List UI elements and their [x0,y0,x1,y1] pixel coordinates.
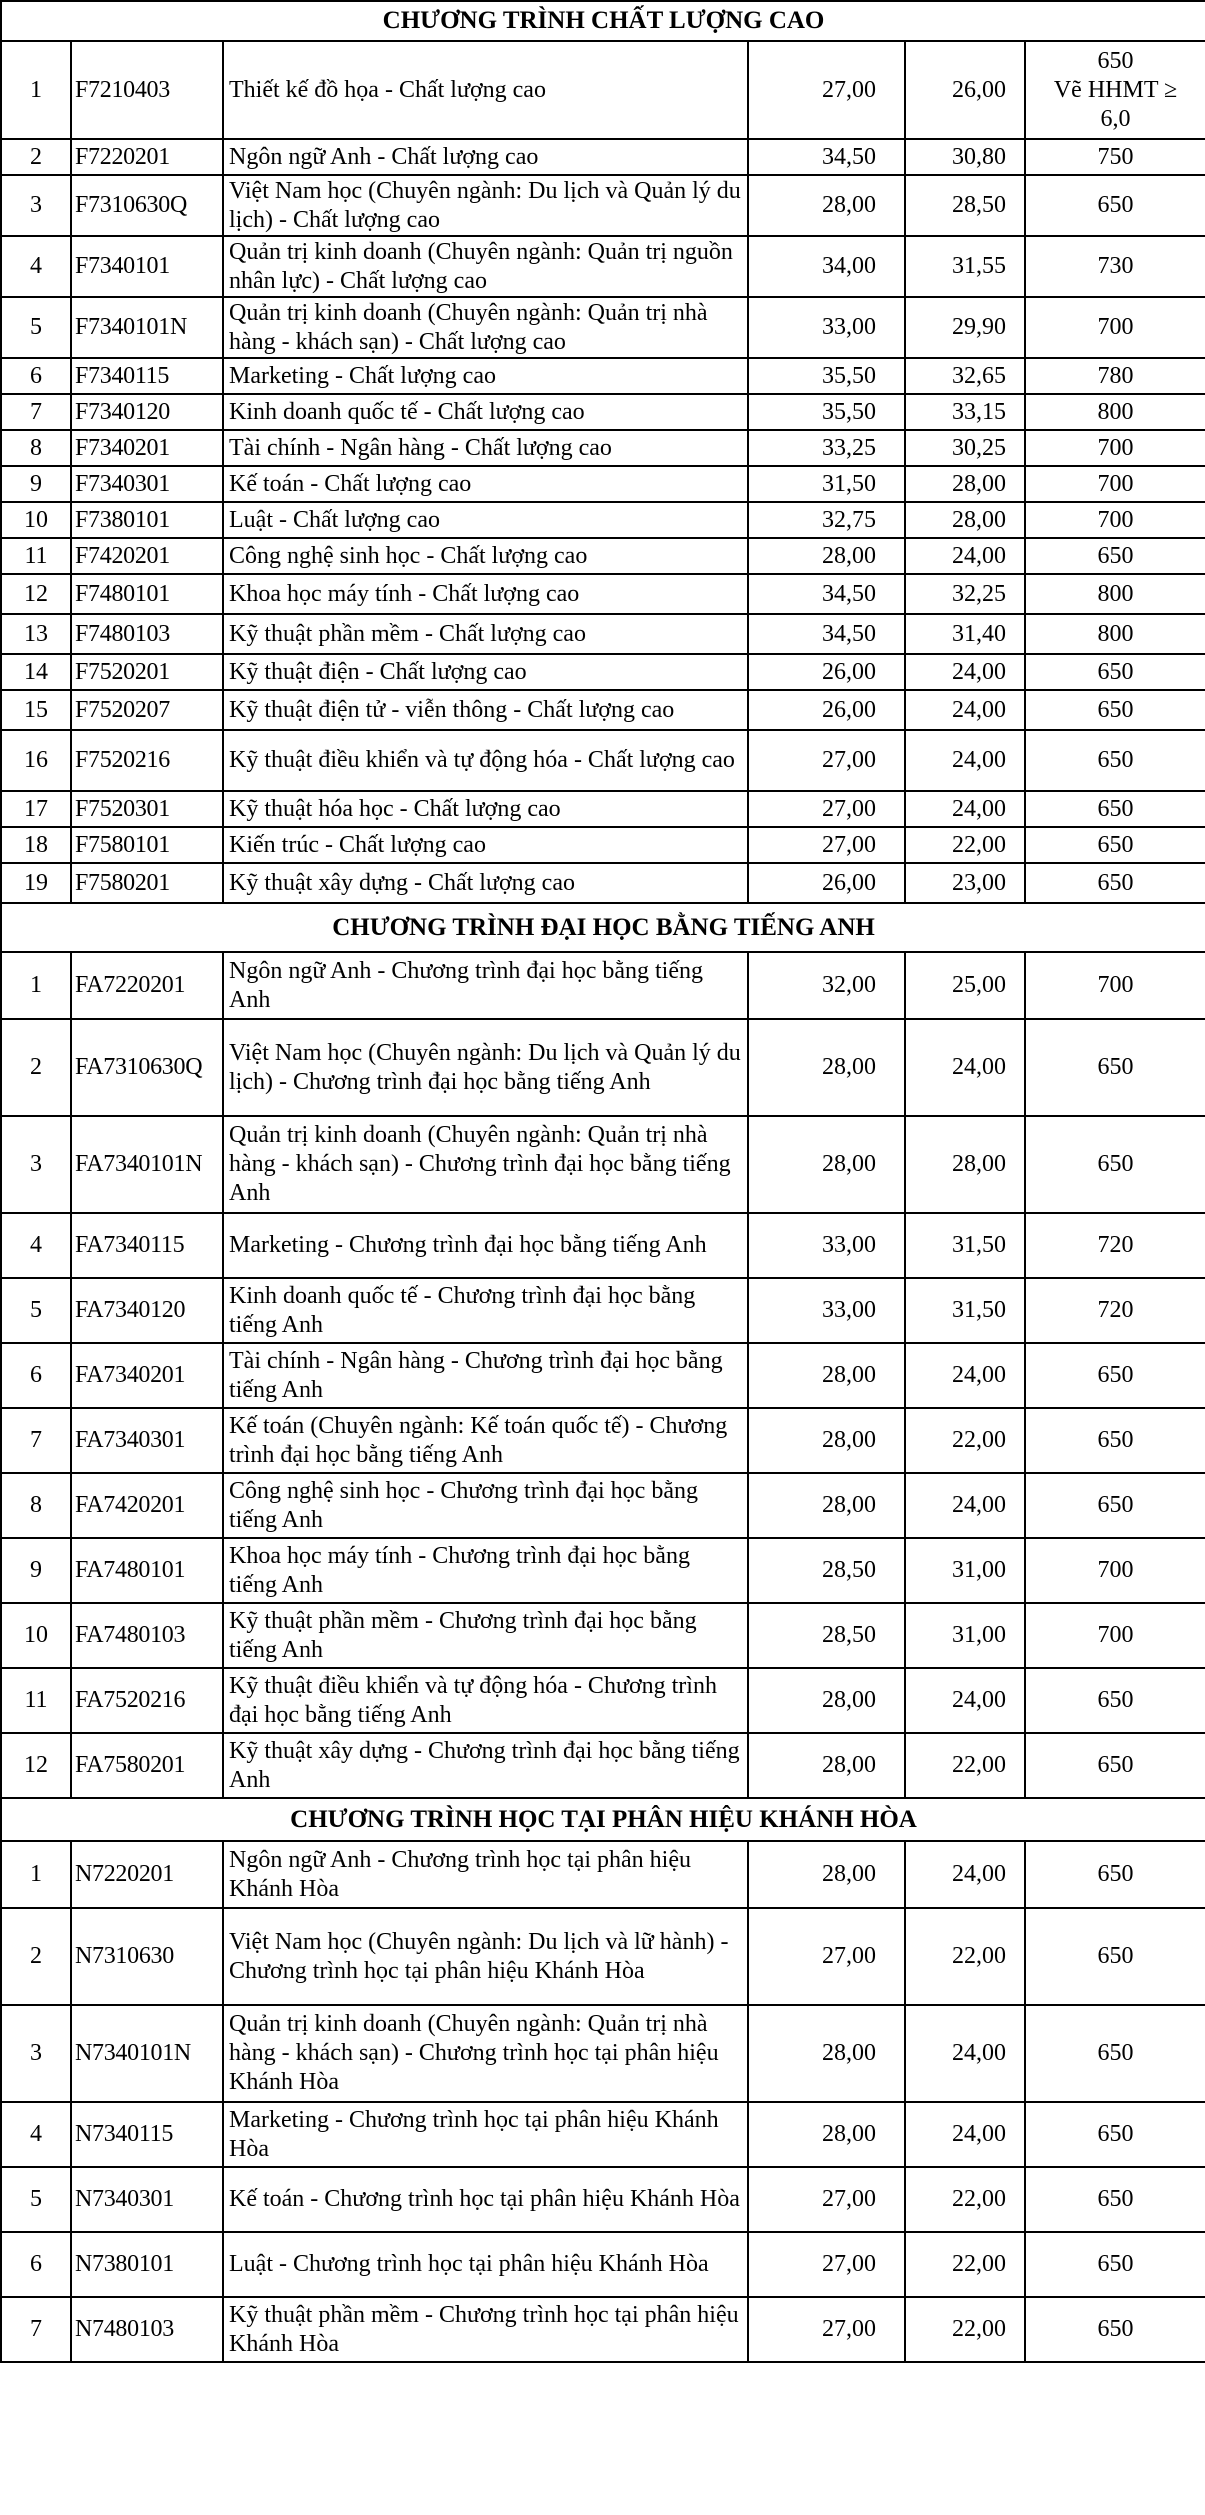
row-number: 12 [1,574,71,614]
score-1: 26,00 [748,863,905,903]
program-name: Kiến trúc - Chất lượng cao [223,827,748,863]
score-2: 24,00 [905,2102,1025,2167]
score-3: 650 [1025,1019,1205,1116]
row-number: 7 [1,2297,71,2362]
score-2: 22,00 [905,1908,1025,2005]
program-code: F7380101 [71,502,223,538]
score-3: 700 [1025,1538,1205,1603]
table-row [1,394,1205,430]
table-row [1,1278,1205,1343]
program-name: Kỹ thuật điều khiển và tự động hóa - Chất lượng cao [223,730,748,791]
score-3: 650 Vẽ HHMT ≥ 6,0 [1025,41,1205,139]
score-2: 28,00 [905,466,1025,502]
score-3: 650 [1025,1408,1205,1473]
row-number: 2 [1,1019,71,1116]
row-number: 4 [1,2102,71,2167]
score-3: 720 [1025,1278,1205,1343]
program-name: Marketing - Chương trình đại học bằng tiếng Anh [223,1213,748,1278]
score-2: 24,00 [905,1668,1025,1733]
program-code: N7480103 [71,2297,223,2362]
row-number: 7 [1,1408,71,1473]
score-2: 24,00 [905,730,1025,791]
score-1: 28,00 [748,1668,905,1733]
score-2: 31,50 [905,1278,1025,1343]
program-name: Kỹ thuật xây dựng - Chất lượng cao [223,863,748,903]
score-1: 33,00 [748,1278,905,1343]
table-row [1,1213,1205,1278]
score-1: 26,00 [748,690,905,730]
score-1: 33,00 [748,297,905,358]
row-number: 5 [1,297,71,358]
score-2: 22,00 [905,1408,1025,1473]
score-3: 650 [1025,1343,1205,1408]
program-code: F7480101 [71,574,223,614]
program-name: Ngôn ngữ Anh - Chương trình học tại phân hiệu Khánh Hòa [223,1841,748,1908]
program-name: Việt Nam học (Chuyên ngành: Du lịch và Quản lý du lịch) - Chương trình đại học bằng tiếng Anh [223,1019,748,1116]
program-name: Luật - Chất lượng cao [223,502,748,538]
score-1: 28,00 [748,1733,905,1798]
score-3: 650 [1025,863,1205,903]
program-name: Kỹ thuật điện - Chất lượng cao [223,654,748,690]
score-3: 650 [1025,538,1205,574]
table-row [1,791,1205,827]
score-2: 32,65 [905,358,1025,394]
program-code: FA7340101N [71,1116,223,1213]
program-code: F7420201 [71,538,223,574]
section-title: CHƯƠNG TRÌNH CHẤT LƯỢNG CAO [1,1,1205,41]
row-number: 6 [1,2232,71,2297]
program-name: Marketing - Chương trình học tại phân hiệu Khánh Hòa [223,2102,748,2167]
row-number: 5 [1,1278,71,1343]
score-2: 24,00 [905,791,1025,827]
score-3: 700 [1025,1603,1205,1668]
score-2: 28,00 [905,1116,1025,1213]
table-row [1,502,1205,538]
table-row [1,1841,1205,1908]
program-name: Luật - Chương trình học tại phân hiệu Khánh Hòa [223,2232,748,2297]
score-1: 31,50 [748,466,905,502]
score-3: 730 [1025,236,1205,297]
score-1: 34,50 [748,139,905,175]
table-row [1,863,1205,903]
score-1: 34,50 [748,574,905,614]
row-number: 13 [1,614,71,654]
row-number: 7 [1,394,71,430]
program-code: FA7480103 [71,1603,223,1668]
score-2: 24,00 [905,1841,1025,1908]
score-1: 32,75 [748,502,905,538]
row-number: 3 [1,175,71,236]
program-name: Quản trị kinh doanh (Chuyên ngành: Quản trị nhà hàng - khách sạn) - Chương trình đại học bằng tiếng Anh [223,1116,748,1213]
score-1: 27,00 [748,730,905,791]
table-row [1,1473,1205,1538]
score-1: 33,25 [748,430,905,466]
table-row [1,139,1205,175]
program-code: FA7340120 [71,1278,223,1343]
score-2: 33,15 [905,394,1025,430]
score-3: 650 [1025,791,1205,827]
row-number: 5 [1,2167,71,2232]
program-name: Việt Nam học (Chuyên ngành: Du lịch và Quản lý du lịch) - Chất lượng cao [223,175,748,236]
table-row [1,690,1205,730]
score-2: 31,50 [905,1213,1025,1278]
score-1: 27,00 [748,41,905,139]
score-2: 22,00 [905,827,1025,863]
program-name: Tài chính - Ngân hàng - Chương trình đại học bằng tiếng Anh [223,1343,748,1408]
score-1: 28,00 [748,175,905,236]
score-1: 28,00 [748,1019,905,1116]
program-name: Kỹ thuật phần mềm - Chất lượng cao [223,614,748,654]
score-2: 29,90 [905,297,1025,358]
program-name: Kỹ thuật điện tử - viễn thông - Chất lượng cao [223,690,748,730]
table-row [1,2232,1205,2297]
table-row [1,1343,1205,1408]
program-name: Kinh doanh quốc tế - Chất lượng cao [223,394,748,430]
row-number: 1 [1,952,71,1019]
table-row [1,614,1205,654]
row-number: 4 [1,1213,71,1278]
score-3: 800 [1025,614,1205,654]
score-1: 28,50 [748,1538,905,1603]
program-name: Ngôn ngữ Anh - Chất lượng cao [223,139,748,175]
score-2: 31,00 [905,1538,1025,1603]
score-1: 28,00 [748,1343,905,1408]
program-code: FA7340301 [71,1408,223,1473]
score-2: 30,80 [905,139,1025,175]
program-code: N7340101N [71,2005,223,2102]
program-name: Kế toán - Chương trình học tại phân hiệu Khánh Hòa [223,2167,748,2232]
score-2: 24,00 [905,1473,1025,1538]
score-3: 800 [1025,574,1205,614]
score-2: 24,00 [905,1343,1025,1408]
table-row [1,1538,1205,1603]
row-number: 2 [1,1908,71,2005]
program-code: F7220201 [71,139,223,175]
score-1: 28,00 [748,538,905,574]
score-3: 650 [1025,1473,1205,1538]
score-2: 22,00 [905,2167,1025,2232]
row-number: 12 [1,1733,71,1798]
score-3: 700 [1025,297,1205,358]
program-code: F7210403 [71,41,223,139]
row-number: 6 [1,1343,71,1408]
program-name: Kế toán (Chuyên ngành: Kế toán quốc tế) - Chương trình đại học bằng tiếng Anh [223,1408,748,1473]
table-row [1,574,1205,614]
table-row [1,2297,1205,2362]
program-code: FA7310630Q [71,1019,223,1116]
table-row [1,175,1205,236]
score-1: 27,00 [748,2167,905,2232]
score-3: 700 [1025,502,1205,538]
program-code: N7220201 [71,1841,223,1908]
program-name: Quản trị kinh doanh (Chuyên ngành: Quản trị nhà hàng - khách sạn) - Chương trình học tại phân hiệu Khánh Hòa [223,2005,748,2102]
program-name: Kỹ thuật phần mềm - Chương trình đại học bằng tiếng Anh [223,1603,748,1668]
score-3: 780 [1025,358,1205,394]
score-2: 22,00 [905,1733,1025,1798]
program-code: FA7220201 [71,952,223,1019]
score-1: 32,00 [748,952,905,1019]
table-row [1,952,1205,1019]
program-name: Kỹ thuật hóa học - Chất lượng cao [223,791,748,827]
table-row [1,1603,1205,1668]
score-1: 28,00 [748,1408,905,1473]
row-number: 6 [1,358,71,394]
section-header-row [1,1,1205,41]
row-number: 8 [1,1473,71,1538]
table-row [1,1116,1205,1213]
score-1: 34,00 [748,236,905,297]
program-name: Kỹ thuật điều khiển và tự động hóa - Chương trình đại học bằng tiếng Anh [223,1668,748,1733]
section-header-row [1,903,1205,952]
program-name: Thiết kế đồ họa - Chất lượng cao [223,41,748,139]
score-3: 650 [1025,175,1205,236]
program-code: F7580101 [71,827,223,863]
table-row [1,1908,1205,2005]
program-code: FA7520216 [71,1668,223,1733]
program-name: Công nghệ sinh học - Chất lượng cao [223,538,748,574]
program-code: F7340101 [71,236,223,297]
score-1: 28,00 [748,2102,905,2167]
score-3: 700 [1025,952,1205,1019]
score-3: 800 [1025,394,1205,430]
row-number: 1 [1,1841,71,1908]
score-1: 35,50 [748,358,905,394]
score-1: 28,00 [748,2005,905,2102]
table-row [1,430,1205,466]
score-1: 27,00 [748,1908,905,2005]
table-row [1,2005,1205,2102]
program-code: F7480103 [71,614,223,654]
score-2: 32,25 [905,574,1025,614]
table-row [1,466,1205,502]
score-1: 34,50 [748,614,905,654]
program-code: F7340201 [71,430,223,466]
score-3: 650 [1025,827,1205,863]
score-2: 25,00 [905,952,1025,1019]
score-3: 650 [1025,2005,1205,2102]
row-number: 19 [1,863,71,903]
table-row [1,2102,1205,2167]
program-name: Khoa học máy tính - Chương trình đại học bằng tiếng Anh [223,1538,748,1603]
score-2: 23,00 [905,863,1025,903]
table-row [1,297,1205,358]
program-code: FA7580201 [71,1733,223,1798]
program-code: N7380101 [71,2232,223,2297]
row-number: 10 [1,1603,71,1668]
program-code: F7340115 [71,358,223,394]
table-row [1,1019,1205,1116]
score-3: 650 [1025,1908,1205,2005]
table-row [1,538,1205,574]
program-code: F7340120 [71,394,223,430]
program-name: Kế toán - Chất lượng cao [223,466,748,502]
score-3: 650 [1025,1668,1205,1733]
score-2: 24,00 [905,538,1025,574]
row-number: 1 [1,41,71,139]
program-name: Việt Nam học (Chuyên ngành: Du lịch và lữ hành) - Chương trình học tại phân hiệu Khánh Hòa [223,1908,748,2005]
table-row [1,2167,1205,2232]
program-code: F7520207 [71,690,223,730]
score-3: 750 [1025,139,1205,175]
program-code: F7310630Q [71,175,223,236]
score-1: 27,00 [748,2297,905,2362]
score-2: 24,00 [905,654,1025,690]
program-name: Khoa học máy tính - Chất lượng cao [223,574,748,614]
section-title: CHƯƠNG TRÌNH ĐẠI HỌC BẰNG TIẾNG ANH [1,903,1205,952]
program-name: Quản trị kinh doanh (Chuyên ngành: Quản trị nhà hàng - khách sạn) - Chất lượng cao [223,297,748,358]
program-name: Tài chính - Ngân hàng - Chất lượng cao [223,430,748,466]
table-row [1,654,1205,690]
score-1: 35,50 [748,394,905,430]
score-3: 650 [1025,1116,1205,1213]
row-number: 15 [1,690,71,730]
program-name: Kỹ thuật xây dựng - Chương trình đại học bằng tiếng Anh [223,1733,748,1798]
score-1: 26,00 [748,654,905,690]
row-number: 3 [1,1116,71,1213]
program-code: N7340115 [71,2102,223,2167]
row-number: 8 [1,430,71,466]
score-3: 650 [1025,730,1205,791]
program-name: Kỹ thuật phần mềm - Chương trình học tại phân hiệu Khánh Hòa [223,2297,748,2362]
table-row [1,41,1205,139]
score-2: 31,55 [905,236,1025,297]
score-1: 28,00 [748,1841,905,1908]
program-code: F7520201 [71,654,223,690]
row-number: 11 [1,1668,71,1733]
score-3: 650 [1025,654,1205,690]
row-number: 2 [1,139,71,175]
program-code: F7520301 [71,791,223,827]
score-1: 28,00 [748,1473,905,1538]
score-2: 24,00 [905,1019,1025,1116]
score-1: 27,00 [748,791,905,827]
program-name: Kinh doanh quốc tế - Chương trình đại học bằng tiếng Anh [223,1278,748,1343]
row-number: 16 [1,730,71,791]
table-row [1,358,1205,394]
program-code: F7340101N [71,297,223,358]
program-code: F7520216 [71,730,223,791]
score-3: 650 [1025,2167,1205,2232]
table-row [1,236,1205,297]
score-3: 650 [1025,2297,1205,2362]
table-row [1,827,1205,863]
section-header-row [1,1798,1205,1841]
score-2: 31,40 [905,614,1025,654]
score-2: 30,25 [905,430,1025,466]
score-2: 31,00 [905,1603,1025,1668]
program-name: Ngôn ngữ Anh - Chương trình đại học bằng tiếng Anh [223,952,748,1019]
program-name: Marketing - Chất lượng cao [223,358,748,394]
program-code: N7310630 [71,1908,223,2005]
score-2: 28,00 [905,502,1025,538]
table-row [1,1668,1205,1733]
program-code: FA7420201 [71,1473,223,1538]
program-code: FA7340115 [71,1213,223,1278]
row-number: 9 [1,466,71,502]
row-number: 11 [1,538,71,574]
table-row [1,1733,1205,1798]
score-3: 650 [1025,2232,1205,2297]
score-1: 28,50 [748,1603,905,1668]
program-code: FA7480101 [71,1538,223,1603]
score-3: 700 [1025,466,1205,502]
table-row [1,1408,1205,1473]
row-number: 14 [1,654,71,690]
score-1: 33,00 [748,1213,905,1278]
row-number: 4 [1,236,71,297]
program-code: F7580201 [71,863,223,903]
table-row [1,730,1205,791]
score-2: 24,00 [905,2005,1025,2102]
score-1: 27,00 [748,2232,905,2297]
score-3: 650 [1025,1733,1205,1798]
score-2: 22,00 [905,2297,1025,2362]
score-2: 24,00 [905,690,1025,730]
score-1: 27,00 [748,827,905,863]
score-3: 650 [1025,1841,1205,1908]
program-name: Công nghệ sinh học - Chương trình đại học bằng tiếng Anh [223,1473,748,1538]
score-2: 26,00 [905,41,1025,139]
program-code: N7340301 [71,2167,223,2232]
row-number: 18 [1,827,71,863]
row-number: 10 [1,502,71,538]
score-3: 650 [1025,690,1205,730]
score-3: 650 [1025,2102,1205,2167]
score-3: 700 [1025,430,1205,466]
table-body [1,1,1205,2362]
row-number: 9 [1,1538,71,1603]
section-title: CHƯƠNG TRÌNH HỌC TẠI PHÂN HIỆU KHÁNH HÒA [1,1798,1205,1841]
score-2: 22,00 [905,2232,1025,2297]
row-number: 3 [1,2005,71,2102]
score-3: 720 [1025,1213,1205,1278]
score-1: 28,00 [748,1116,905,1213]
program-code: FA7340201 [71,1343,223,1408]
program-name: Quản trị kinh doanh (Chuyên ngành: Quản trị nguồn nhân lực) - Chất lượng cao [223,236,748,297]
program-code: F7340301 [71,466,223,502]
score-2: 28,50 [905,175,1025,236]
row-number: 17 [1,791,71,827]
